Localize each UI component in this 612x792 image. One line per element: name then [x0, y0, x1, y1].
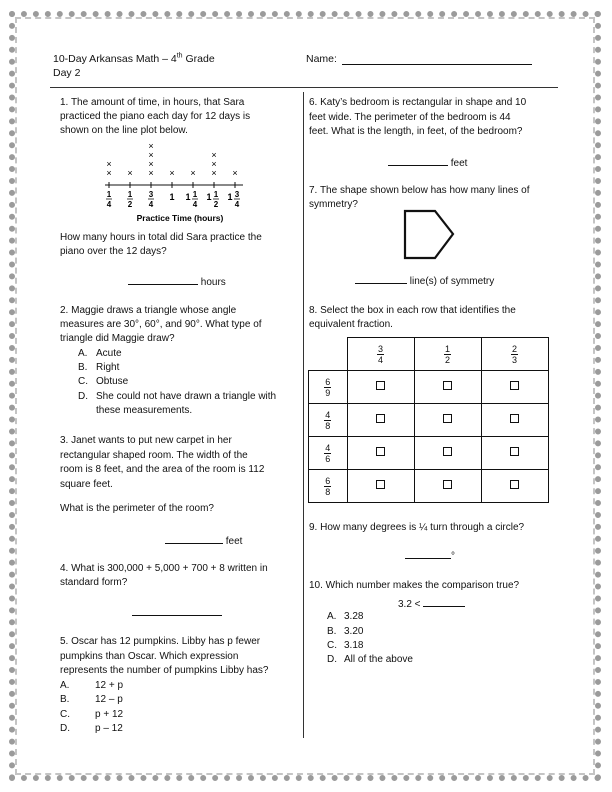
frac-num: 1 [444, 343, 450, 354]
tick-label-whole: 1 [227, 192, 233, 202]
q3-line4: square feet. [60, 479, 113, 490]
q1-question-line2: piano over the 12 days? [60, 246, 167, 257]
plot-x-mark: × [211, 150, 217, 160]
checkbox[interactable] [510, 480, 519, 489]
checkbox[interactable] [510, 381, 519, 390]
column-divider [303, 92, 304, 738]
row-header [309, 470, 348, 503]
grid-cell [481, 470, 548, 503]
q9-answer-blank[interactable] [405, 548, 451, 559]
row-header [309, 404, 348, 437]
q2-option-a: A. [78, 348, 88, 359]
q10-compare [398, 596, 465, 611]
title-grade: Grade [182, 53, 215, 65]
q2-option-a-text: Acute [96, 348, 122, 359]
q5-option-d-text: p – 12 [95, 723, 123, 734]
tick-label-numerator: 1 [192, 190, 198, 199]
tick-label-numerator: 3 [148, 190, 154, 199]
q10-option-c-text: 3.18 [344, 640, 364, 651]
q10-option-b: B. [327, 626, 337, 637]
q1-question-line1: How many hours in total did Sara practice the [60, 232, 262, 243]
q1-answer [128, 274, 226, 289]
q2-line2: measures are 30°, 60°, and 90°. What type of [60, 319, 262, 330]
plot-x-mark: × [106, 168, 112, 178]
grid-cell [414, 437, 481, 470]
grid-corner [309, 338, 348, 371]
tick-label-numerator: 3 [234, 190, 240, 199]
q2-option-c-text: Obtuse [96, 376, 129, 387]
q9-line1: 9. How many degrees is ¼ turn through a circle? [309, 522, 525, 533]
frac-num: 3 [377, 343, 383, 354]
frac-den: 4 [377, 354, 383, 365]
grid-cell [347, 371, 414, 404]
tick-label-denominator: 4 [106, 200, 112, 209]
q5-option-d: D. [60, 723, 70, 734]
q4-line2: standard form? [60, 577, 128, 588]
q2-line1: 2. Maggie draws a triangle whose angle [60, 305, 237, 316]
q9-answer [405, 548, 455, 563]
fraction-grid [308, 337, 549, 503]
q5-option-b-text: 12 – p [95, 694, 123, 705]
q10-line1: 10. Which number makes the comparison true? [309, 580, 520, 591]
q10-compare-text: 3.2 < [398, 599, 421, 610]
q3-question: What is the perimeter of the room? [60, 503, 214, 514]
checkbox[interactable] [510, 447, 519, 456]
q3-answer-blank[interactable] [165, 533, 223, 544]
plot-x-mark: × [127, 168, 133, 178]
q5-line1: 5. Oscar has 12 pumpkins. Libby has p fewer [60, 636, 261, 647]
q10-option-c: C. [327, 640, 337, 651]
q2-option-c: C. [78, 376, 88, 387]
checkbox[interactable] [443, 447, 452, 456]
tick-label-whole: 1 [185, 192, 191, 202]
checkbox[interactable] [376, 381, 385, 390]
plot-x-mark: × [148, 168, 154, 178]
grid-cell [481, 437, 548, 470]
q2-option-d-text-2: these measurements. [96, 405, 193, 416]
grid-cell [347, 437, 414, 470]
grid-cell [414, 404, 481, 437]
plot-x-mark: × [148, 159, 154, 169]
day-label: Day 2 [53, 67, 81, 79]
checkbox[interactable] [376, 414, 385, 423]
q10-answer-blank[interactable] [423, 596, 465, 607]
frac-num: 4 [325, 409, 331, 420]
plot-x-mark: × [211, 168, 217, 178]
q5-option-c-text: p + 12 [95, 709, 124, 720]
q5-option-c: C. [60, 709, 70, 720]
pentagon-shape [403, 209, 457, 261]
q3-line2: rectangular shaped room. The width of the [60, 450, 248, 461]
q6-answer [388, 155, 467, 170]
q1-line2: practiced the piano each day for 12 days is [60, 111, 251, 122]
q6-answer-blank[interactable] [388, 155, 448, 166]
frac-num: 2 [511, 343, 517, 354]
col-header [481, 338, 548, 371]
checkbox[interactable] [376, 480, 385, 489]
q6-line2: feet wide. The perimeter of the bedroom is 44 [309, 112, 511, 123]
title-text: 10-Day Arkansas Math – 4 [53, 53, 177, 65]
q4-line1: 4. What is 300,000 + 5,000 + 700 + 8 written in [60, 563, 268, 574]
plot-x-mark: × [148, 150, 154, 160]
frac-den: 8 [325, 486, 331, 497]
frac-num: 4 [325, 442, 331, 453]
col-header [414, 338, 481, 371]
plot-x-mark: × [148, 141, 154, 151]
frac-den: 9 [325, 387, 331, 398]
checkbox[interactable] [510, 414, 519, 423]
checkbox[interactable] [376, 447, 385, 456]
tick-label-denominator: 4 [192, 200, 198, 209]
q8-line1: 8. Select the box in each row that identifies the [309, 305, 516, 316]
grid-row [309, 371, 549, 404]
frac-den: 8 [325, 420, 331, 431]
q5-option-a-text: 12 + p [95, 680, 124, 691]
q1-line3: shown on the line plot below. [60, 125, 188, 136]
q1-unit: hours [200, 277, 226, 288]
q2-option-b-text: Right [96, 362, 120, 373]
grid-row [309, 437, 549, 470]
q5-option-a: A. [60, 680, 70, 691]
q5-line2: pumpkins than Oscar. Which expression [60, 651, 239, 662]
q1-answer-blank[interactable] [128, 274, 198, 285]
q1-line1: 1. The amount of time, in hours, that Sara [60, 97, 245, 108]
q3-line3: room is 8 feet, and the area of the room is 112 [60, 464, 265, 475]
q5-line3: represents the number of pumpkins Libby has? [60, 665, 269, 676]
tick-label-numerator: 1 [127, 190, 133, 199]
plot-x-mark: × [106, 159, 112, 169]
q6-unit: feet [450, 158, 468, 169]
checkbox[interactable] [443, 381, 452, 390]
q10-option-a-text: 3.28 [344, 611, 364, 622]
q4-answer-blank[interactable] [132, 605, 222, 616]
q10-option-d-text: All of the above [344, 654, 413, 665]
grid-cell [481, 404, 548, 437]
q5-option-b: B. [60, 694, 70, 705]
q10-option-a: A. [327, 611, 337, 622]
grid-row [309, 404, 549, 437]
q7-unit: line(s) of symmetry [409, 276, 495, 287]
q2-line3: triangle did Maggie draw? [60, 333, 175, 344]
q2-option-d: D. [78, 391, 88, 402]
tick-label-numerator: 1 [106, 190, 112, 199]
grid-header-row [309, 338, 549, 371]
q2-option-d-text: She could not have drawn a triangle with [96, 391, 277, 402]
grid-cell [414, 470, 481, 503]
grid-cell [347, 404, 414, 437]
frac-den: 2 [444, 354, 450, 365]
row-header [309, 437, 348, 470]
tick-label-whole: 1 [169, 192, 175, 202]
plot-x-mark: × [169, 168, 175, 178]
q7-line1: 7. The shape shown below has how many lines of [309, 185, 530, 196]
name-field[interactable] [342, 53, 532, 65]
name-label: Name: [306, 53, 337, 65]
q7-answer [355, 273, 494, 288]
row-header [309, 371, 348, 404]
q3-line1: 3. Janet wants to put new carpet in her [60, 435, 232, 446]
frac-num: 6 [325, 376, 331, 387]
checkbox[interactable] [443, 414, 452, 423]
q3-answer [165, 533, 242, 548]
q2-option-b: B. [78, 362, 88, 373]
q3-unit: feet [225, 536, 243, 547]
frac-num: 6 [325, 475, 331, 486]
q6-line1: 6. Katy’s bedroom is rectangular in shape and 10 [309, 97, 527, 108]
tick-label-denominator: 4 [148, 200, 154, 209]
checkbox[interactable] [443, 480, 452, 489]
line-plot [100, 140, 260, 226]
q7-line2: symmetry? [309, 199, 358, 210]
tick-label-denominator: 2 [213, 200, 219, 209]
grid-cell [347, 470, 414, 503]
q10-option-d: D. [327, 654, 337, 665]
frac-den: 6 [325, 453, 331, 464]
header-divider [50, 87, 558, 88]
tick-label-denominator: 2 [127, 200, 133, 209]
plot-axis-label: Practice Time (hours) [136, 213, 224, 223]
plot-x-mark: × [232, 168, 238, 178]
q7-answer-blank[interactable] [355, 273, 407, 284]
title-superscript: th [176, 52, 183, 60]
tick-label-denominator: 4 [234, 200, 240, 209]
tick-label-numerator: 1 [213, 190, 219, 199]
grid-cell [414, 371, 481, 404]
degree-symbol: ° [451, 551, 455, 562]
q6-line3: feet. What is the length, in feet, of the bedroom? [309, 126, 523, 137]
q8-line2: equivalent fraction. [309, 319, 393, 330]
plot-x-mark: × [211, 159, 217, 169]
frac-den: 3 [511, 354, 517, 365]
grid-row [309, 470, 549, 503]
q10-option-b-text: 3.20 [344, 626, 364, 637]
tick-label-whole: 1 [206, 192, 212, 202]
col-header [347, 338, 414, 371]
grid-cell [481, 371, 548, 404]
plot-x-mark: × [190, 168, 196, 178]
q4-answer [132, 605, 222, 620]
worksheet-title [53, 53, 215, 66]
